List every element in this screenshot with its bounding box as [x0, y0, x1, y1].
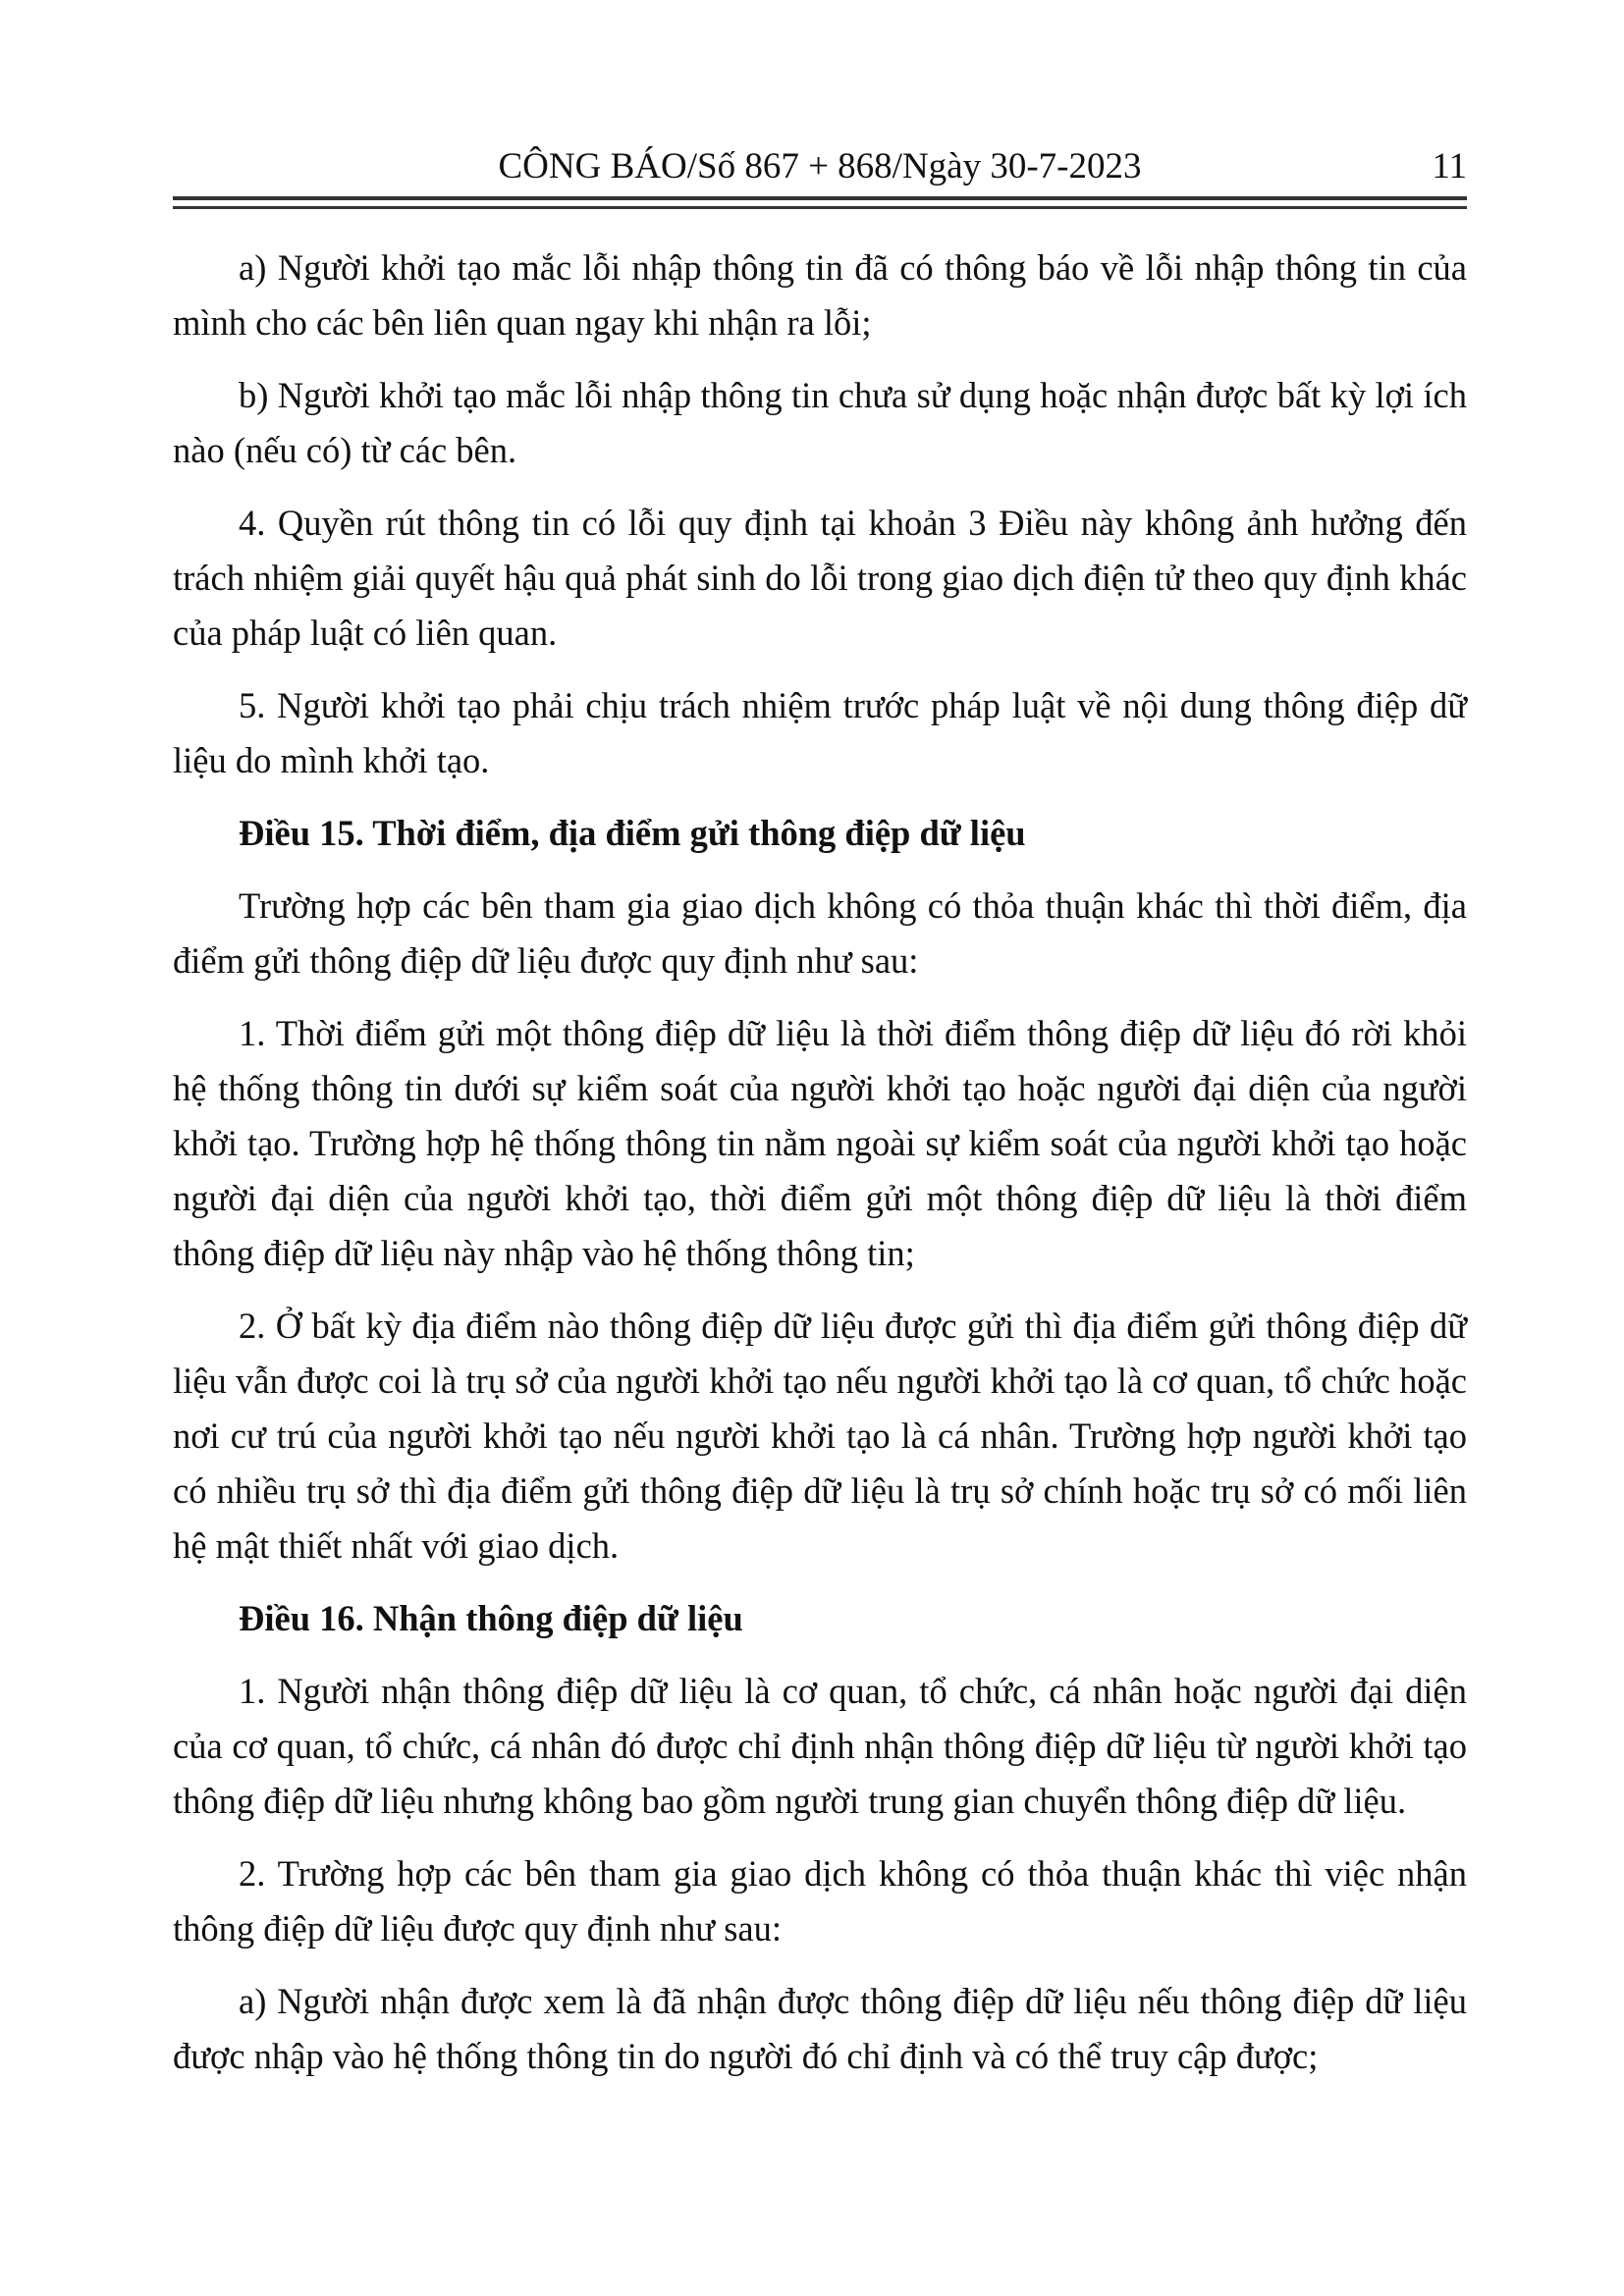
article-16-item-a: a) Người nhận được xem là đã nhận được thông điệp dữ liệu nếu thông điệp dữ liệu được nhập vào hệ thống thông tin do người đó chỉ định và có thể truy cập được; — [173, 1981, 1467, 2076]
page-number: 11 — [1432, 146, 1467, 187]
article-16-clause-2: 2. Trường hợp các bên tham gia giao dịch không có thỏa thuận khác thì việc nhận thông điệp dữ liệu được quy định như sau: — [173, 1853, 1467, 1949]
article-15-clause-2: 2. Ở bất kỳ địa điểm nào thông điệp dữ liệu được gửi thì địa điểm gửi thông điệp dữ liệu vẫn được coi là trụ sở của người khởi tạo nếu người khởi tạo là cơ quan, tổ chức hoặc nơi cư trú của người khởi tạo nếu người khởi tạo là cá nhân. Trường hợp người khởi tạo có nhiều trụ sở thì địa điểm gửi thông điệp dữ liệu là trụ sở chính hoặc trụ sở có mối liên hệ mật thiết nhất với giao dịch. — [173, 1306, 1467, 1566]
paragraph-item-b: b) Người khởi tạo mắc lỗi nhập thông tin chưa sử dụng hoặc nhận được bất kỳ lợi ích nào (nếu có) từ các bên. — [173, 375, 1467, 470]
article-16-heading: Điều 16. Nhận thông điệp dữ liệu — [239, 1598, 743, 1638]
paragraph-item-a: a) Người khởi tạo mắc lỗi nhập thông tin đã có thông báo về lỗi nhập thông tin của mình cho các bên liên quan ngay khi nhận ra lỗi; — [173, 247, 1467, 343]
paragraph-clause-4: 4. Quyền rút thông tin có lỗi quy định tại khoản 3 Điều này không ảnh hưởng đến trách nhiệm giải quyết hậu quả phát sinh do lỗi trong giao dịch điện tử theo quy định khác của pháp luật có liên quan. — [173, 503, 1467, 653]
gazette-title: CÔNG BÁO/Số 867 + 868/Ngày 30-7-2023 — [498, 146, 1142, 187]
document-body — [173, 240, 1467, 2102]
header-rule-thick — [173, 196, 1467, 200]
article-16-clause-1: 1. Người nhận thông điệp dữ liệu là cơ quan, tổ chức, cá nhân hoặc người đại diện của cơ quan, tổ chức, cá nhân đó được chỉ định nhận thông điệp dữ liệu từ người khởi tạo thông điệp dữ liệu nhưng không bao gồm người trung gian chuyển thông điệp dữ liệu. — [173, 1671, 1467, 1821]
article-15-intro: Trường hợp các bên tham gia giao dịch không có thỏa thuận khác thì thời điểm, địa điểm gửi thông điệp dữ liệu được quy định như sau: — [173, 885, 1467, 981]
page-header — [173, 137, 1467, 196]
header-rule-thin — [173, 206, 1467, 209]
paragraph-clause-5: 5. Người khởi tạo phải chịu trách nhiệm trước pháp luật về nội dung thông điệp dữ liệu do mình khởi tạo. — [173, 685, 1467, 780]
article-15-heading: Điều 15. Thời điểm, địa điểm gửi thông điệp dữ liệu — [239, 813, 1026, 853]
article-15-clause-1: 1. Thời điểm gửi một thông điệp dữ liệu là thời điểm thông điệp dữ liệu đó rời khỏi hệ thống thông tin dưới sự kiểm soát của người khởi tạo hoặc người đại diện của người khởi tạo. Trường hợp hệ thống thông tin nằm ngoài sự kiểm soát của người khởi tạo hoặc người đại diện của người khởi tạo, thời điểm gửi một thông điệp dữ liệu là thời điểm thông điệp dữ liệu này nhập vào hệ thống thông tin; — [173, 1013, 1467, 1273]
